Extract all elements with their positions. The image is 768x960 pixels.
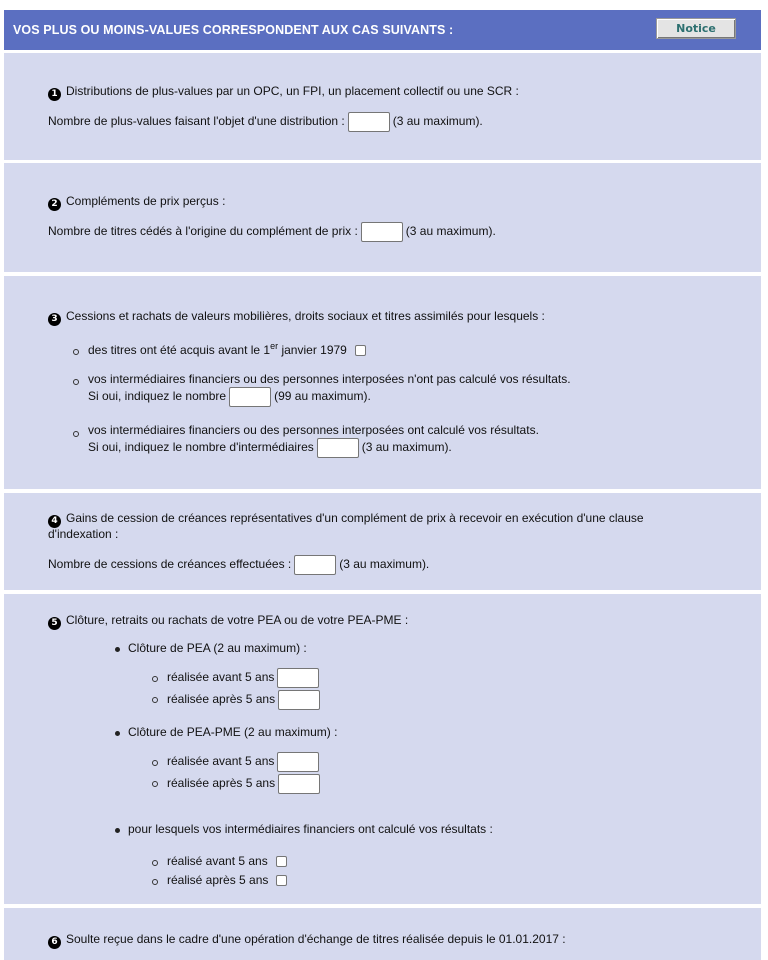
calc-before-checkbox[interactable] (276, 856, 287, 867)
section-4-heading: 4 Gains de cession de créances représentatives d'un complément de prix à recevoir en exécution d'une clause (48, 511, 644, 528)
section-header (4, 10, 761, 50)
bullet-disc-icon (115, 647, 120, 652)
bullet-disc-icon (115, 828, 120, 833)
number-1-icon: 1 (48, 88, 61, 101)
peapme-after-row: réalisée après 5 ans (167, 774, 323, 794)
distribution-count-input[interactable] (348, 112, 390, 132)
section-4 (4, 493, 761, 590)
pre-1979-checkbox[interactable] (355, 345, 366, 356)
notice-button[interactable]: Notice (656, 18, 736, 39)
peapme-after-input[interactable] (278, 774, 320, 794)
claims-count-hint: (3 au maximum). (339, 557, 430, 572)
bullet-circle-icon (152, 781, 158, 787)
number-2-icon: 2 (48, 198, 61, 211)
claims-count-label: Nombre de cessions de créances effectuées : (48, 557, 292, 572)
intermediaries-count-input[interactable] (317, 438, 359, 458)
section-3-heading: 3 Cessions et rachats de valeurs mobilières, droits sociaux et titres assimilés pour lesquels : (48, 309, 545, 326)
pea-after-input[interactable] (278, 690, 320, 710)
section-1-field-row (48, 112, 483, 132)
bullet-circle-icon (152, 879, 158, 885)
pea-before-row: réalisée avant 5 ans (167, 668, 322, 688)
not-calculated-row: Si oui, indiquez le nombre (99 au maximum). (88, 387, 371, 407)
bullet-circle-icon (73, 431, 79, 437)
number-4-icon: 4 (48, 515, 61, 528)
titles-count-hint: (3 au maximum). (405, 224, 496, 239)
calculated-results-label: pour lesquels vos intermédiaires financiers ont calculé vos résultats : (128, 822, 493, 836)
calculated-line1: vos intermédiaires financiers ou des personnes interposées ont calculé vos résultats. (88, 423, 539, 437)
distribution-count-label: Nombre de plus-values faisant l'objet d'une distribution : (48, 114, 345, 129)
bullet-circle-icon (152, 676, 158, 682)
bullet-disc-icon (115, 731, 120, 736)
distribution-count-hint: (3 au maximum). (392, 114, 483, 129)
claims-count-input[interactable] (294, 555, 336, 575)
section-6 (4, 908, 761, 960)
not-calculated-count-input[interactable] (229, 387, 271, 407)
pea-after-row: réalisée après 5 ans (167, 690, 323, 710)
section-2-heading: 2 Compléments de prix perçus : (48, 194, 225, 211)
bullet-circle-icon (152, 860, 158, 866)
section-5-heading: 5 Clôture, retraits ou rachats de votre PEA ou de votre PEA-PME : (48, 613, 408, 630)
titles-count-label: Nombre de titres cédés à l'origine du complément de prix : (48, 224, 358, 239)
header-title: VOS PLUS OU MOINS-VALUES CORRESPONDENT AUX CAS SUIVANTS : (13, 23, 454, 37)
calc-after-checkbox[interactable] (276, 875, 287, 886)
pre-1979-row: des titres ont été acquis avant le 1er janvier 1979 (88, 341, 366, 357)
bullet-circle-icon (73, 379, 79, 385)
section-4-heading-line2: d'indexation : (48, 527, 119, 541)
bullet-circle-icon (73, 349, 79, 355)
peapme-closure-label: Clôture de PEA-PME (2 au maximum) : (128, 725, 338, 739)
bullet-circle-icon (152, 760, 158, 766)
number-3-icon: 3 (48, 313, 61, 326)
number-5-icon: 5 (48, 617, 61, 630)
bullet-circle-icon (152, 697, 158, 703)
peapme-before-row: réalisée avant 5 ans (167, 752, 322, 772)
section-2 (4, 163, 761, 272)
section-6-heading: 6 Soulte reçue dans le cadre d'une opération d'échange de titres réalisée depuis le 01.01.2017 : (48, 932, 566, 949)
calculated-row: Si oui, indiquez le nombre d'intermédiaires (3 au maximum). (88, 438, 452, 458)
section-1-heading: 1 Distributions de plus-values par un OPC, un FPI, un placement collectif ou une SCR : (48, 84, 519, 101)
section-4-field-row (48, 555, 429, 575)
section-1 (4, 53, 761, 160)
calc-after-row: réalisé après 5 ans (167, 873, 287, 887)
peapme-before-input[interactable] (277, 752, 319, 772)
pea-closure-label: Clôture de PEA (2 au maximum) : (128, 641, 307, 655)
number-6-icon: 6 (48, 936, 61, 949)
section-2-field-row (48, 222, 496, 242)
section-5 (4, 594, 761, 904)
calc-before-row: réalisé avant 5 ans (167, 854, 287, 868)
section-3 (4, 276, 761, 489)
pea-before-input[interactable] (277, 668, 319, 688)
not-calculated-line1: vos intermédiaires financiers ou des personnes interposées n'ont pas calculé vos résultats. (88, 372, 571, 386)
titles-count-input[interactable] (361, 222, 403, 242)
